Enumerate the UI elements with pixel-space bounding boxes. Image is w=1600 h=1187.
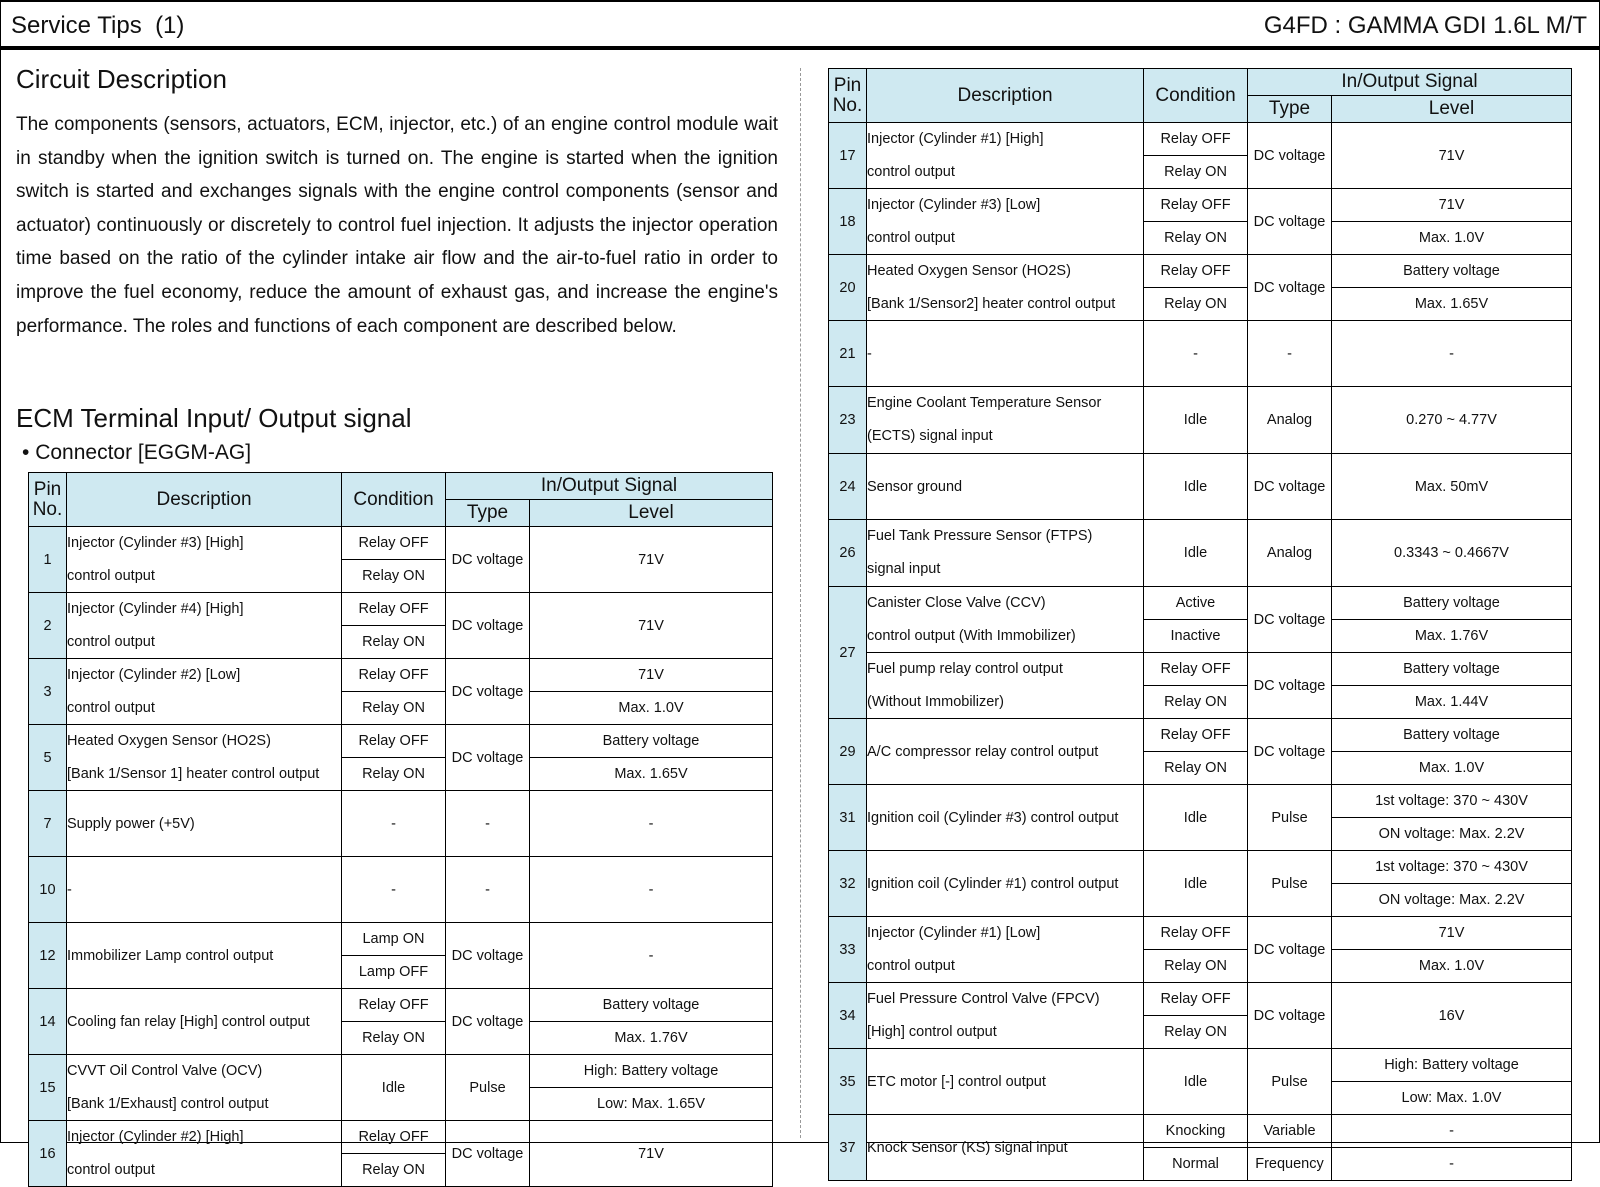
condition-cell: Relay OFF [1144, 189, 1248, 222]
page-header [0, 0, 1600, 50]
signal-level-cell: Max. 1.0V [1332, 752, 1572, 785]
signal-level-cell: Max. 1.0V [1332, 222, 1572, 255]
table-row [829, 454, 1572, 520]
pin-description: Ignition coil (Cylinder #1) control output [867, 851, 1144, 917]
table-row [29, 593, 773, 626]
condition-cell: Idle [1144, 520, 1248, 587]
pin-number: 10 [29, 857, 67, 923]
pin-number: 32 [829, 851, 867, 917]
signal-level-cell: Max. 1.0V [530, 692, 773, 725]
pin-description: Fuel pump relay control output [867, 653, 1144, 686]
pin-description: Canister Close Valve (CCV) [867, 587, 1144, 620]
condition-cell: Relay OFF [342, 659, 446, 692]
condition-cell: Lamp ON [342, 923, 446, 956]
pin-table-left [28, 472, 773, 1187]
header-condition: Condition [342, 473, 446, 527]
condition-cell: Relay ON [342, 1022, 446, 1055]
table-row [829, 719, 1572, 752]
signal-level-cell: 0.270 ~ 4.77V [1332, 387, 1572, 454]
pin-number: 33 [829, 917, 867, 983]
pin-description: Injector (Cylinder #1) [Low] [867, 917, 1144, 950]
pin-description: Cooling fan relay [High] control output [67, 989, 342, 1055]
table-row [829, 321, 1572, 387]
header-pin-no: Pin No. [829, 69, 867, 123]
table-row [29, 758, 773, 791]
signal-type-cell: DC voltage [446, 923, 530, 989]
pin-description: (Without Immobilizer) [867, 686, 1144, 719]
condition-cell: Normal [1144, 1148, 1248, 1181]
header-level: Level [530, 500, 773, 527]
table-row [829, 653, 1572, 686]
table-row [29, 659, 773, 692]
signal-level-cell: 71V [1332, 189, 1572, 222]
pin-number: 34 [829, 983, 867, 1049]
condition-cell: - [342, 791, 446, 857]
condition-cell: Inactive [1144, 620, 1248, 653]
signal-level-cell: 1st voltage: 370 ~ 430V [1332, 785, 1572, 818]
signal-type-cell: DC voltage [446, 989, 530, 1055]
condition-cell: Relay OFF [1144, 917, 1248, 950]
connector-name: Connector [EGGM-AG] [35, 441, 252, 464]
condition-cell: Relay OFF [342, 989, 446, 1022]
pin-number: 15 [29, 1055, 67, 1121]
condition-cell: Relay ON [342, 1154, 446, 1187]
signal-type-cell: - [1248, 321, 1332, 387]
header-type: Type [446, 500, 530, 527]
signal-type-cell: DC voltage [446, 593, 530, 659]
table-row [829, 983, 1572, 1016]
table-row [829, 387, 1572, 454]
pin-number: 3 [29, 659, 67, 725]
pin-description: control output [867, 222, 1144, 255]
condition-cell: Idle [1144, 785, 1248, 851]
condition-cell: Idle [1144, 851, 1248, 917]
condition-cell: Relay ON [342, 560, 446, 593]
title-text: Service Tips [11, 12, 142, 39]
pin-description: Injector (Cylinder #1) [High] [867, 123, 1144, 156]
signal-type-cell: - [446, 791, 530, 857]
pin-description: Injector (Cylinder #4) [High] [67, 593, 342, 626]
pin-description: - [67, 857, 342, 923]
pin-description: [Bank 1/Sensor2] heater control output [867, 288, 1144, 321]
table-row [829, 686, 1572, 719]
circuit-description: The components (sensors, actuators, ECM, injector, etc.) of an engine control module wait in standby when the ignition switch is turned on. The engine is started when the ignition switch is started and exchanges signals with the engine control components (sensor and actuator) continuously or discretely to control fuel injection. It adjusts the injector operation time based on the ratio of the cylinder intake air flow and the air-to-fuel ratio in order to improve the fuel economy, reduce the amount of exhaust gas, and increase the engine's performance. The roles and functions of each component are described below. [16, 114, 778, 337]
engine-model: G4FD : GAMMA GDI 1.6L M/T [1263, 12, 1587, 39]
signal-level-cell: Battery voltage [1332, 719, 1572, 752]
condition-cell: Idle [1144, 454, 1248, 520]
condition-cell: Relay OFF [342, 1121, 446, 1154]
signal-level-cell: 71V [530, 593, 773, 659]
circuit-heading: Circuit Description [16, 64, 227, 94]
pin-description: control output [867, 950, 1144, 983]
condition-cell: Active [1144, 587, 1248, 620]
pin-description: Ignition coil (Cylinder #3) control output [867, 785, 1144, 851]
description-line: (ECTS) signal input [867, 428, 993, 444]
signal-level-cell: - [530, 857, 773, 923]
condition-cell: Relay ON [342, 758, 446, 791]
signal-level-cell: - [1332, 1115, 1572, 1148]
condition-cell: Relay ON [1144, 1016, 1248, 1049]
signal-level-cell: 71V [530, 527, 773, 593]
signal-type-cell: Pulse [446, 1055, 530, 1121]
table-row [829, 255, 1572, 288]
signal-level-cell: Low: Max. 1.65V [530, 1088, 773, 1121]
signal-level-cell: Max. 1.44V [1332, 686, 1572, 719]
signal-level-cell: 71V [1332, 123, 1572, 189]
pin-number: 1 [29, 527, 67, 593]
signal-level-cell: Low: Max. 1.0V [1332, 1082, 1572, 1115]
signal-level-cell: 71V [530, 659, 773, 692]
header-type: Type [1248, 96, 1332, 123]
signal-type-cell: Analog [1248, 387, 1332, 454]
pin-number: 31 [829, 785, 867, 851]
description-line: signal input [867, 561, 941, 577]
table-row [829, 123, 1572, 156]
signal-level-cell: 16V [1332, 983, 1572, 1049]
pin-number: 27 [829, 587, 867, 719]
pin-number: 20 [829, 255, 867, 321]
pin-number: 16 [29, 1121, 67, 1187]
pin-description: control output [867, 156, 1144, 189]
pin-description: Injector (Cylinder #3) [High] [67, 527, 342, 560]
condition-cell: Relay OFF [1144, 653, 1248, 686]
table-row [829, 587, 1572, 620]
table-row [29, 1121, 773, 1154]
signal-type-cell: DC voltage [1248, 719, 1332, 785]
table-row [29, 857, 773, 923]
pin-description: Injector (Cylinder #3) [Low] [867, 189, 1144, 222]
condition-cell: Idle [1144, 1049, 1248, 1115]
header-description: Description [67, 473, 342, 527]
signal-type-cell: DC voltage [1248, 255, 1332, 321]
pin-description: [Bank 1/Exhaust] control output [67, 1088, 342, 1121]
signal-type-cell: DC voltage [446, 725, 530, 791]
signal-type-cell: Pulse [1248, 1049, 1332, 1115]
condition-cell: Relay OFF [342, 725, 446, 758]
description-line: Engine Coolant Temperature Sensor [867, 395, 1102, 411]
signal-type-cell: DC voltage [1248, 189, 1332, 255]
pin-number: 17 [829, 123, 867, 189]
signal-level-cell: - [530, 923, 773, 989]
condition-cell: - [342, 857, 446, 923]
pin-description: CVVT Oil Control Valve (OCV) [67, 1055, 342, 1088]
pin-description: A/C compressor relay control output [867, 719, 1144, 785]
signal-type-cell: DC voltage [1248, 587, 1332, 653]
signal-type-cell: DC voltage [1248, 454, 1332, 520]
signal-type-cell: DC voltage [446, 1121, 530, 1187]
table-row [29, 527, 773, 560]
table-row [829, 1049, 1572, 1082]
signal-type-cell: DC voltage [1248, 653, 1332, 719]
pin-description: Immobilizer Lamp control output [67, 923, 342, 989]
table-row [29, 692, 773, 725]
pin-number: 21 [829, 321, 867, 387]
pin-description: control output [67, 626, 342, 659]
table-row [29, 923, 773, 956]
signal-level-cell: - [530, 791, 773, 857]
bullet-icon: • [22, 441, 30, 464]
signal-level-cell: Battery voltage [1332, 255, 1572, 288]
condition-cell: Relay ON [1144, 686, 1248, 719]
pin-number: 12 [29, 923, 67, 989]
table-row [29, 1055, 773, 1088]
header-description: Description [867, 69, 1144, 123]
pin-number: 29 [829, 719, 867, 785]
condition-cell: Relay ON [1144, 288, 1248, 321]
signal-type-cell: Pulse [1248, 785, 1332, 851]
pin-table-right [828, 68, 1572, 1181]
pin-description: - [867, 321, 1144, 387]
pin-number: 18 [829, 189, 867, 255]
condition-cell: Relay ON [1144, 156, 1248, 189]
table-row [829, 520, 1572, 587]
pin-number: 14 [29, 989, 67, 1055]
table-row [829, 917, 1572, 950]
column-divider [800, 68, 801, 1138]
signal-level-cell: 0.3343 ~ 0.4667V [1332, 520, 1572, 587]
pin-description: Injector (Cylinder #2) [Low] [67, 659, 342, 692]
pin-description: Injector (Cylinder #2) [High] [67, 1121, 342, 1154]
table-row [29, 989, 773, 1022]
pin-description: [Bank 1/Sensor 1] heater control output [67, 758, 342, 791]
condition-cell: Relay ON [342, 692, 446, 725]
signal-type-cell: DC voltage [446, 659, 530, 725]
connector-label [22, 441, 251, 465]
condition-cell: Idle [1144, 387, 1248, 454]
pin-description: control output [67, 1154, 342, 1187]
signal-level-cell: Battery voltage [1332, 587, 1572, 620]
condition-cell: Relay OFF [1144, 983, 1248, 1016]
signal-type-cell: Analog [1248, 520, 1332, 587]
condition-cell: Relay ON [342, 626, 446, 659]
signal-level-cell: Max. 1.76V [1332, 620, 1572, 653]
pin-description: control output [67, 560, 342, 593]
header-signal: In/Output Signal [446, 473, 773, 500]
pin-description: Sensor ground [867, 454, 1144, 520]
condition-cell: Relay OFF [1144, 719, 1248, 752]
signal-level-cell: ON voltage: Max. 2.2V [1332, 818, 1572, 851]
condition-cell: Relay ON [1144, 752, 1248, 785]
pin-description: [High] control output [867, 1016, 1144, 1049]
condition-cell: - [1144, 321, 1248, 387]
pin-number: 5 [29, 725, 67, 791]
table-row [29, 791, 773, 857]
signal-level-cell: 1st voltage: 370 ~ 430V [1332, 851, 1572, 884]
signal-type-cell: Frequency [1248, 1148, 1332, 1181]
signal-level-cell: - [1332, 1148, 1572, 1181]
pin-description: control output (With Immobilizer) [867, 620, 1144, 653]
condition-cell: Relay OFF [342, 527, 446, 560]
signal-type-cell: - [446, 857, 530, 923]
signal-level-cell: Battery voltage [530, 989, 773, 1022]
header-condition: Condition [1144, 69, 1248, 123]
signal-type-cell: Variable [1248, 1115, 1332, 1148]
pin-number: 24 [829, 454, 867, 520]
condition-cell: Relay OFF [342, 593, 446, 626]
table-row [829, 785, 1572, 818]
signal-level-cell: - [1332, 321, 1572, 387]
signal-level-cell: Max. 50mV [1332, 454, 1572, 520]
pin-description: Supply power (+5V) [67, 791, 342, 857]
signal-type-cell: DC voltage [1248, 917, 1332, 983]
signal-type-cell: DC voltage [1248, 983, 1332, 1049]
condition-cell: Relay ON [1144, 950, 1248, 983]
condition-cell: Relay ON [1144, 222, 1248, 255]
table-row [829, 620, 1572, 653]
signal-level-cell: Max. 1.65V [1332, 288, 1572, 321]
signal-level-cell: High: Battery voltage [1332, 1049, 1572, 1082]
header-level: Level [1332, 96, 1572, 123]
signal-level-cell: Battery voltage [1332, 653, 1572, 686]
header-signal: In/Output Signal [1248, 69, 1572, 96]
pin-description: control output [67, 692, 342, 725]
pin-description: Fuel Pressure Control Valve (FPCV) [867, 983, 1144, 1016]
header-pin-no: Pin No. [29, 473, 67, 527]
table-row [829, 851, 1572, 884]
pin-number: 2 [29, 593, 67, 659]
signal-level-cell: Max. 1.65V [530, 758, 773, 791]
pin-description: ETC motor [-] control output [867, 1049, 1144, 1115]
pin-number: 35 [829, 1049, 867, 1115]
condition-cell: Idle [342, 1055, 446, 1121]
table-row [829, 288, 1572, 321]
pin-description: Knock Sensor (KS) signal input [867, 1115, 1144, 1181]
condition-cell: Lamp OFF [342, 956, 446, 989]
signal-level-cell: ON voltage: Max. 2.2V [1332, 884, 1572, 917]
signal-level-cell: Battery voltage [530, 725, 773, 758]
pin-number: 26 [829, 520, 867, 587]
page-title [11, 12, 184, 40]
pin-description: Heated Oxygen Sensor (HO2S) [867, 255, 1144, 288]
signal-level-cell: 71V [530, 1121, 773, 1187]
condition-cell: Knocking [1144, 1115, 1248, 1148]
description-line: Fuel Tank Pressure Sensor (FTPS) [867, 528, 1093, 544]
signal-level-cell: Max. 1.0V [1332, 950, 1572, 983]
pin-number: 23 [829, 387, 867, 454]
signal-level-cell: High: Battery voltage [530, 1055, 773, 1088]
table-row [29, 725, 773, 758]
table-row [829, 222, 1572, 255]
table-row [829, 950, 1572, 983]
pin-description [867, 387, 1144, 454]
signal-level-cell: Max. 1.76V [530, 1022, 773, 1055]
signal-type-cell: DC voltage [446, 527, 530, 593]
pin-number: 37 [829, 1115, 867, 1181]
signal-level-cell: 71V [1332, 917, 1572, 950]
condition-cell: Relay OFF [1144, 123, 1248, 156]
signal-type-cell: DC voltage [1248, 123, 1332, 189]
pin-description: Heated Oxygen Sensor (HO2S) [67, 725, 342, 758]
condition-cell: Relay OFF [1144, 255, 1248, 288]
table-row [829, 189, 1572, 222]
ecm-heading: ECM Terminal Input/ Output signal [16, 403, 412, 433]
pin-number: 7 [29, 791, 67, 857]
pin-description [867, 520, 1144, 587]
page-number: (1) [155, 12, 185, 39]
signal-type-cell: Pulse [1248, 851, 1332, 917]
